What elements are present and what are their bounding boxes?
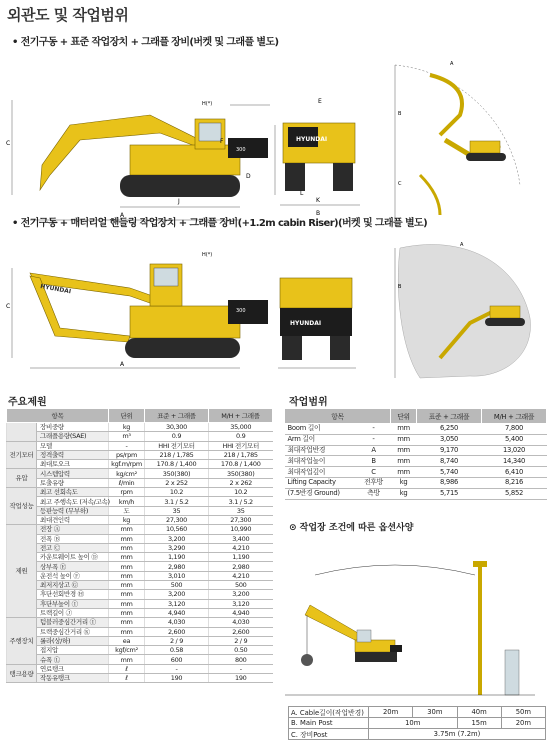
work-cell-unit: kg <box>391 477 417 488</box>
spec-cell-v1: 4,030 <box>145 618 209 627</box>
figure-material-handling <box>0 228 550 378</box>
spec-cell-item: 그래플용량(SAE) <box>37 432 109 441</box>
spec-cell-v2: 10,990 <box>209 525 273 534</box>
work-cell-v1: 8,986 <box>417 477 482 488</box>
spec-cell-v1: 350(380) <box>145 469 209 478</box>
excavator-rear-view <box>275 98 360 217</box>
post-15: 15m <box>457 718 501 729</box>
work-row <box>285 477 547 488</box>
mh-dim-A: A <box>120 361 125 368</box>
spec-row <box>7 636 273 645</box>
spec-cell-v1: 3,010 <box>145 571 209 580</box>
work-cell-item: (7.5반경 Ground) <box>285 488 357 499</box>
spec-cell-v1: 10.2 <box>145 488 209 497</box>
spec-row <box>7 562 273 571</box>
spec-category: 탱크용량 <box>7 664 37 683</box>
spec-cell-v2: 3,120 <box>209 599 273 608</box>
spec-cell-item: 최고 주행속도 (저속/고속) <box>37 497 109 506</box>
work-cell-code: A <box>357 445 391 456</box>
dim-L: L <box>300 190 304 197</box>
spec-cell-item: 전폭 Ⓑ <box>37 534 109 543</box>
rear-brand: HYUNDAI <box>296 136 328 143</box>
spec-cell-unit: mm <box>109 599 145 608</box>
spec-cell-item: 연료탱크 <box>37 664 109 673</box>
post-10: 10m <box>369 718 458 729</box>
spec-cell-item: 운전석 높이 Ⓕ <box>37 571 109 580</box>
work-cell-v2: 5,852 <box>482 488 547 499</box>
spec-cell-v1: 3,290 <box>145 543 209 552</box>
option-label-cable: A. Cable길이(작업반경) <box>289 707 369 718</box>
spec-cell-item: 카운트웨이트 높이 Ⓓ <box>37 553 109 562</box>
work-cell-v2: 8,216 <box>482 477 547 488</box>
work-title: 작업범위 <box>289 397 328 408</box>
spec-cell-item: 트랙중심간거리 Ⓚ <box>37 627 109 636</box>
spec-category <box>7 423 37 442</box>
work-header-mh: M/H + 그래플 <box>482 409 547 424</box>
spec-row <box>7 460 273 469</box>
spec-cell-v1: 2,980 <box>145 562 209 571</box>
spec-cell-item: 작동유탱크 <box>37 674 109 683</box>
work-row <box>285 424 547 435</box>
mh-range-A: A <box>460 242 464 248</box>
excavator-side-view <box>6 100 270 220</box>
spec-cell-v2: 500 <box>209 581 273 590</box>
spec-cell-unit: 도 <box>109 506 145 515</box>
spec-cell-unit: mm <box>109 618 145 627</box>
mh-model-badge: 300 <box>236 308 246 314</box>
spec-cell-item: 트랙길이 Ⓙ <box>37 608 109 617</box>
spec-row <box>7 553 273 562</box>
work-cell-v2: 14,340 <box>482 456 547 467</box>
spec-cell-unit: mm <box>109 608 145 617</box>
spec-cell-v2: 800 <box>209 655 273 664</box>
spec-row <box>7 664 273 673</box>
work-row <box>285 434 547 445</box>
work-row <box>285 456 547 467</box>
range-C: C <box>398 181 402 187</box>
dim-C: C <box>6 140 11 147</box>
work-cell-item: Arm 길이 <box>285 434 357 445</box>
spec-cell-v1: 600 <box>145 655 209 664</box>
range-A: A <box>450 61 454 67</box>
spec-cell-v2: 218 / 1,785 <box>209 450 273 459</box>
work-cell-v2: 7,800 <box>482 424 547 435</box>
spec-row <box>7 469 273 478</box>
page-title: 외관도 및 작업범위 <box>7 6 129 24</box>
dim-J: J <box>178 198 180 205</box>
work-cell-unit: mm <box>391 445 417 456</box>
working-range-diagram <box>395 61 520 220</box>
spec-cell-item: 장비중량 <box>37 423 109 432</box>
spec-category: 주행장치 <box>7 618 37 664</box>
spec-cell-v2: 4,030 <box>209 618 273 627</box>
work-cell-unit: mm <box>391 467 417 478</box>
spec-row <box>7 543 273 552</box>
spec-cell-v1: 218 / 1,785 <box>145 450 209 459</box>
spec-cell-unit: mm <box>109 571 145 580</box>
spec-cell-v2: 10.2 <box>209 488 273 497</box>
option-label-equip-post: C. 장비Post <box>289 729 369 740</box>
spec-row <box>7 646 273 655</box>
spec-cell-unit: mm <box>109 581 145 590</box>
spec-header-unit: 단위 <box>109 409 145 423</box>
spec-row <box>7 432 273 441</box>
dim-E: E <box>318 98 322 105</box>
spec-category: 작업성능 <box>7 488 37 525</box>
spec-row <box>7 618 273 627</box>
spec-cell-v2: 3.1 / 5.2 <box>209 497 273 506</box>
spec-cell-unit: km/h <box>109 497 145 506</box>
spec-cell-item: 후단선회반경 Ⓗ <box>37 590 109 599</box>
spec-cell-v2: 2,600 <box>209 627 273 636</box>
spec-row <box>7 599 273 608</box>
spec-row <box>7 655 273 664</box>
spec-cell-unit: mm <box>109 543 145 552</box>
dim-B: B <box>316 210 321 217</box>
spec-cell-unit: mm <box>109 627 145 636</box>
option-table <box>288 706 546 740</box>
spec-cell-unit: mm <box>109 655 145 664</box>
spec-row <box>7 423 273 432</box>
spec-cell-v1: 2 / 9 <box>145 636 209 645</box>
spec-cell-unit: m³ <box>109 432 145 441</box>
spec-cell-unit: ℓ <box>109 674 145 683</box>
spec-cell-unit: kgf.m/rpm <box>109 460 145 469</box>
spec-cell-item: 상부폭 Ⓔ <box>37 562 109 571</box>
option-title: ⊙ 작업장 조건에 따른 옵션사양 <box>289 523 414 533</box>
dim-F: F <box>220 138 224 145</box>
spec-cell-unit: - <box>109 441 145 450</box>
work-cell-code: - <box>357 424 391 435</box>
post-20: 20m <box>501 718 545 729</box>
equip-post-value: 3.75m (7.2m) <box>369 729 546 740</box>
spec-row <box>7 441 273 450</box>
spec-cell-unit: mm <box>109 590 145 599</box>
dim-A: A <box>120 212 125 219</box>
spec-row <box>7 581 273 590</box>
spec-row <box>7 627 273 636</box>
work-table <box>284 408 547 500</box>
spec-cell-v2: - <box>209 664 273 673</box>
spec-row <box>7 478 273 487</box>
work-cell-unit: mm <box>391 434 417 445</box>
work-cell-v1: 9,170 <box>417 445 482 456</box>
spec-cell-v1: 2,600 <box>145 627 209 636</box>
spec-cell-v1: - <box>145 664 209 673</box>
spec-row <box>7 450 273 459</box>
mh-rear-view <box>278 278 356 368</box>
spec-row <box>7 674 273 683</box>
spec-cell-unit: mm <box>109 553 145 562</box>
spec-cell-unit: kg/cm² <box>109 469 145 478</box>
spec-cell-item: 롤라(상/하) <box>37 636 109 645</box>
spec-cell-v2: 2,980 <box>209 562 273 571</box>
work-cell-unit: kg <box>391 488 417 499</box>
work-header-std: 표준 + 그래플 <box>417 409 482 424</box>
mh-dim-C: C <box>6 303 11 310</box>
spec-cell-v1: 3.1 / 5.2 <box>145 497 209 506</box>
spec-cell-unit: mm <box>109 525 145 534</box>
spec-cell-v1: 10,560 <box>145 525 209 534</box>
work-header-item: 항목 <box>285 409 391 424</box>
spec-cell-v1: 27,300 <box>145 515 209 524</box>
spec-cell-unit: ea <box>109 636 145 645</box>
spec-cell-item: 접지압 <box>37 646 109 655</box>
spec-cell-item: 시스템압력 <box>37 469 109 478</box>
spec-row <box>7 571 273 580</box>
spec-cell-item: 토출유량 <box>37 478 109 487</box>
spec-table <box>6 408 273 683</box>
spec-cell-v1: 3,200 <box>145 534 209 543</box>
work-row <box>285 467 547 478</box>
spec-cell-v1: HHI 전기모터 <box>145 441 209 450</box>
work-cell-v1: 5,715 <box>417 488 482 499</box>
spec-cell-v2: 35 <box>209 506 273 515</box>
spec-cell-item: 텀블러중심간거리 Ⓘ <box>37 618 109 627</box>
spec-cell-item: 모델 <box>37 441 109 450</box>
work-cell-item: 최대작업깊이 <box>285 467 357 478</box>
spec-header-std: 표준 + 그래플 <box>145 409 209 423</box>
spec-cell-v2: 3,400 <box>209 534 273 543</box>
work-cell-item: Lifting Capacity <box>285 477 357 488</box>
spec-cell-item: 전고 Ⓒ <box>37 543 109 552</box>
section1-heading: • 전기구동 + 표준 작업장치 + 그래플 장비(버켓 및 그래플 별도) <box>12 37 279 48</box>
spec-category: 전기모터 <box>7 441 37 469</box>
spec-cell-unit: kg <box>109 423 145 432</box>
work-cell-v1: 6,250 <box>417 424 482 435</box>
spec-cell-v2: 4,210 <box>209 571 273 580</box>
spec-category: 유압 <box>7 469 37 488</box>
work-cell-item: 최대작업반경 <box>285 445 357 456</box>
dim-D: D <box>246 173 251 180</box>
spec-cell-v1: 30,300 <box>145 423 209 432</box>
spec-cell-v1: 190 <box>145 674 209 683</box>
spec-cell-unit: kgf/cm² <box>109 646 145 655</box>
spec-cell-v2: 2 / 9 <box>209 636 273 645</box>
side-model-badge: 300 <box>236 147 246 153</box>
range-B: B <box>398 111 402 117</box>
cable-20: 20m <box>369 707 413 718</box>
work-cell-code: B <box>357 456 391 467</box>
work-cell-v2: 6,410 <box>482 467 547 478</box>
spec-cell-v2: 0.9 <box>209 432 273 441</box>
mh-rear-brand: HYUNDAI <box>290 320 322 327</box>
mh-range-B: B <box>398 284 402 290</box>
work-cell-item: 최대작업높이 <box>285 456 357 467</box>
figure-standard <box>0 45 550 219</box>
spec-row <box>7 497 273 506</box>
option-diagram <box>285 535 547 703</box>
spec-cell-unit: rpm <box>109 488 145 497</box>
cable-40: 40m <box>457 707 501 718</box>
spec-cell-v1: 2 x 252 <box>145 478 209 487</box>
spec-cell-v2: 27,300 <box>209 515 273 524</box>
spec-cell-item: 전장 Ⓐ <box>37 525 109 534</box>
spec-cell-v1: 3,120 <box>145 599 209 608</box>
work-row <box>285 488 547 499</box>
spec-header-mh: M/H + 그래플 <box>209 409 273 423</box>
spec-cell-v1: 1,190 <box>145 553 209 562</box>
spec-cell-v2: 3,200 <box>209 590 273 599</box>
spec-category: 제원 <box>7 525 37 618</box>
spec-cell-item: 최대토오크 <box>37 460 109 469</box>
spec-cell-v1: 0.9 <box>145 432 209 441</box>
mh-dim-H: H(*) <box>202 252 213 258</box>
spec-cell-unit: ℓ/min <box>109 478 145 487</box>
work-cell-unit: mm <box>391 424 417 435</box>
spec-row <box>7 515 273 524</box>
spec-cell-v2: 4,940 <box>209 608 273 617</box>
work-cell-v1: 5,740 <box>417 467 482 478</box>
spec-cell-item: 최고 선회속도 <box>37 488 109 497</box>
spec-cell-unit: ℓ <box>109 664 145 673</box>
spec-cell-v1: 4,940 <box>145 608 209 617</box>
spec-header-item: 항목 <box>7 409 109 423</box>
spec-row <box>7 590 273 599</box>
section2-heading: • 전기구동 + 매터리얼 핸들링 작업장치 + 그래플 장비(+1.2m cabin Riser)(버켓 및 그래플 별도) <box>12 218 428 229</box>
spec-cell-v2: 350(380) <box>209 469 273 478</box>
work-cell-v1: 3,050 <box>417 434 482 445</box>
spec-cell-v2: HHI 전기모터 <box>209 441 273 450</box>
spec-cell-v1: 3,200 <box>145 590 209 599</box>
work-cell-code: 전후방 <box>357 477 391 488</box>
work-cell-v2: 5,400 <box>482 434 547 445</box>
spec-cell-v1: 0.58 <box>145 646 209 655</box>
spec-cell-item: 최저지상고 Ⓖ <box>37 581 109 590</box>
work-cell-item: Boom 길이 <box>285 424 357 435</box>
work-cell-code: C <box>357 467 391 478</box>
spec-cell-unit: mm <box>109 534 145 543</box>
mh-boom-brand: HYUNDAI <box>39 283 72 296</box>
spec-cell-item: 후단부높이 Ⓘ <box>37 599 109 608</box>
spec-cell-v1: 500 <box>145 581 209 590</box>
mh-side-view <box>6 252 268 368</box>
dim-K: K <box>316 197 320 204</box>
spec-cell-v1: 35 <box>145 506 209 515</box>
cable-50: 50m <box>501 707 545 718</box>
spec-row <box>7 608 273 617</box>
spec-cell-v2: 170.8 / 1,400 <box>209 460 273 469</box>
spec-cell-v2: 190 <box>209 674 273 683</box>
spec-cell-v2: 35,000 <box>209 423 273 432</box>
spec-cell-unit: kg <box>109 515 145 524</box>
spec-cell-v2: 0.50 <box>209 646 273 655</box>
dim-H-star: H(*) <box>202 101 213 107</box>
work-header-unit: 단위 <box>391 409 417 424</box>
option-label-post: B. Main Post <box>289 718 369 729</box>
spec-cell-v2: 1,190 <box>209 553 273 562</box>
spec-cell-item: 정격출력 <box>37 450 109 459</box>
work-cell-code: 측방 <box>357 488 391 499</box>
spec-cell-item: 최대견인력 <box>37 515 109 524</box>
spec-row <box>7 534 273 543</box>
spec-cell-unit: ps/rpm <box>109 450 145 459</box>
spec-row <box>7 525 273 534</box>
spec-row <box>7 506 273 515</box>
work-cell-v2: 13,020 <box>482 445 547 456</box>
spec-cell-unit: mm <box>109 562 145 571</box>
spec-cell-v2: 2 x 262 <box>209 478 273 487</box>
spec-cell-v2: 4,210 <box>209 543 273 552</box>
work-cell-unit: mm <box>391 456 417 467</box>
spec-row <box>7 488 273 497</box>
spec-title: 주요제원 <box>8 397 47 408</box>
spec-cell-item: 등판능력 (무부하) <box>37 506 109 515</box>
spec-cell-v1: 170.8 / 1,400 <box>145 460 209 469</box>
spec-cell-item: 슈폭 Ⓛ <box>37 655 109 664</box>
work-cell-code: - <box>357 434 391 445</box>
cable-30: 30m <box>413 707 457 718</box>
work-cell-v1: 8,740 <box>417 456 482 467</box>
mh-working-range <box>395 242 530 378</box>
work-row <box>285 445 547 456</box>
